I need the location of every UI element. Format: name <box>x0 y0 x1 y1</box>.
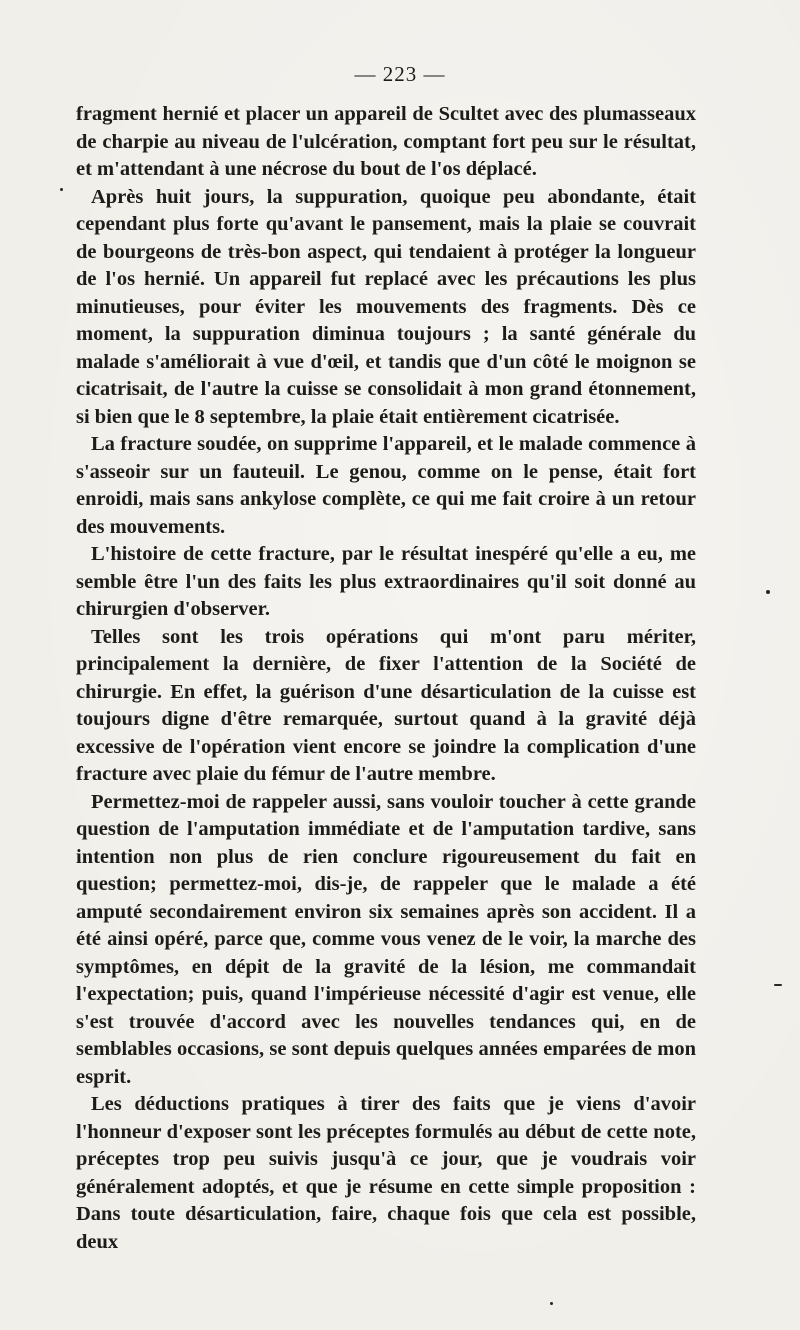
body-text <box>76 101 696 1256</box>
paragraph-6: Permettez-moi de rappeler aussi, sans vouloir toucher à cette grande question de l'amputation immédiate et de l'amputation tardive, sans intention non plus de rien conclure rigoureusement du fait en question; permettez-moi, dis-je, de rappeler que le malade a été amputé secondairement environ six semaines après son accident. Il a été ainsi opéré, parce que, comme vous venez de le voir, la marche des symptômes, en dépit de la gravité de la lésion, me commandait l'expectation; puis, quand l'impérieuse nécessité d'agir est venue, elle s'est trouvée d'accord avec les nouvelles tendances qui, en de semblables occasions, se sont depuis quelques années emparées de mon esprit. <box>76 790 696 1088</box>
paragraph-3: La fracture soudée, on supprime l'appareil, et le malade commence à s'asseoir sur un fauteuil. Le genou, comme on le pense, était fort enroidi, mais sans ankylose complète, ce qui me fait croire à un retour des mouvements. <box>76 433 696 538</box>
paper-speck <box>60 188 63 191</box>
page-number: — 223 — <box>354 62 446 86</box>
paragraph-7: Les déductions pratiques à tirer des faits que je viens d'avoir l'honneur d'exposer sont les préceptes formulés au début de cette note, préceptes trop peu suivis jusqu'à ce jour, que je voudrais voir généralement adoptés, et que je résume en cette simple proposition : Dans toute désarticulation, faire, chaque fois que cela est possible, deux <box>76 1093 696 1253</box>
paper-speck <box>766 590 770 594</box>
paragraph-5: Telles sont les trois opérations qui m'ont paru mériter, principalement la dernière, de fixer l'attention de la Société de chirurgie. En effet, la guérison d'une désarticulation de la cuisse est toujours digne d'être remarquée, surtout quand à la gravité déjà excessive de l'opération vient encore se joindre la complication d'une fracture avec plaie du fémur de l'autre membre. <box>76 625 696 785</box>
paragraph-2: Après huit jours, la suppuration, quoique peu abondante, était cependant plus forte qu'avant le pansement, mais la plaie se couvrait de bourgeons de très-bon aspect, qui tendaient à protéger la longueur de l'os hernié. Un appareil fut replacé avec les précautions les plus minutieuses, pour éviter les mouvements des fragments. Dès ce moment, la suppuration diminua toujours ; la santé générale du malade s'améliorait à vue d'œil, et tandis que d'un côté le moignon se cicatrisait, de l'autre la cuisse se consolidait à mon grand étonnement, si bien que le 8 septembre, la plaie était entièrement cicatrisée. <box>76 185 696 428</box>
paragraph-4: L'histoire de cette fracture, par le résultat inespéré qu'elle a eu, me semble être l'un des faits les plus extraordinaires qu'il soit donné au chirurgien d'observer. <box>76 543 696 620</box>
paper-speck <box>550 1302 553 1305</box>
paragraph-1: fragment hernié et placer un appareil de Scultet avec des plumasseaux de charpie au niveau de l'ulcération, comptant fort peu sur le résultat, et m'attendant à une nécrose du bout de l'os déplacé. <box>76 103 696 180</box>
paper-speck <box>774 984 782 986</box>
